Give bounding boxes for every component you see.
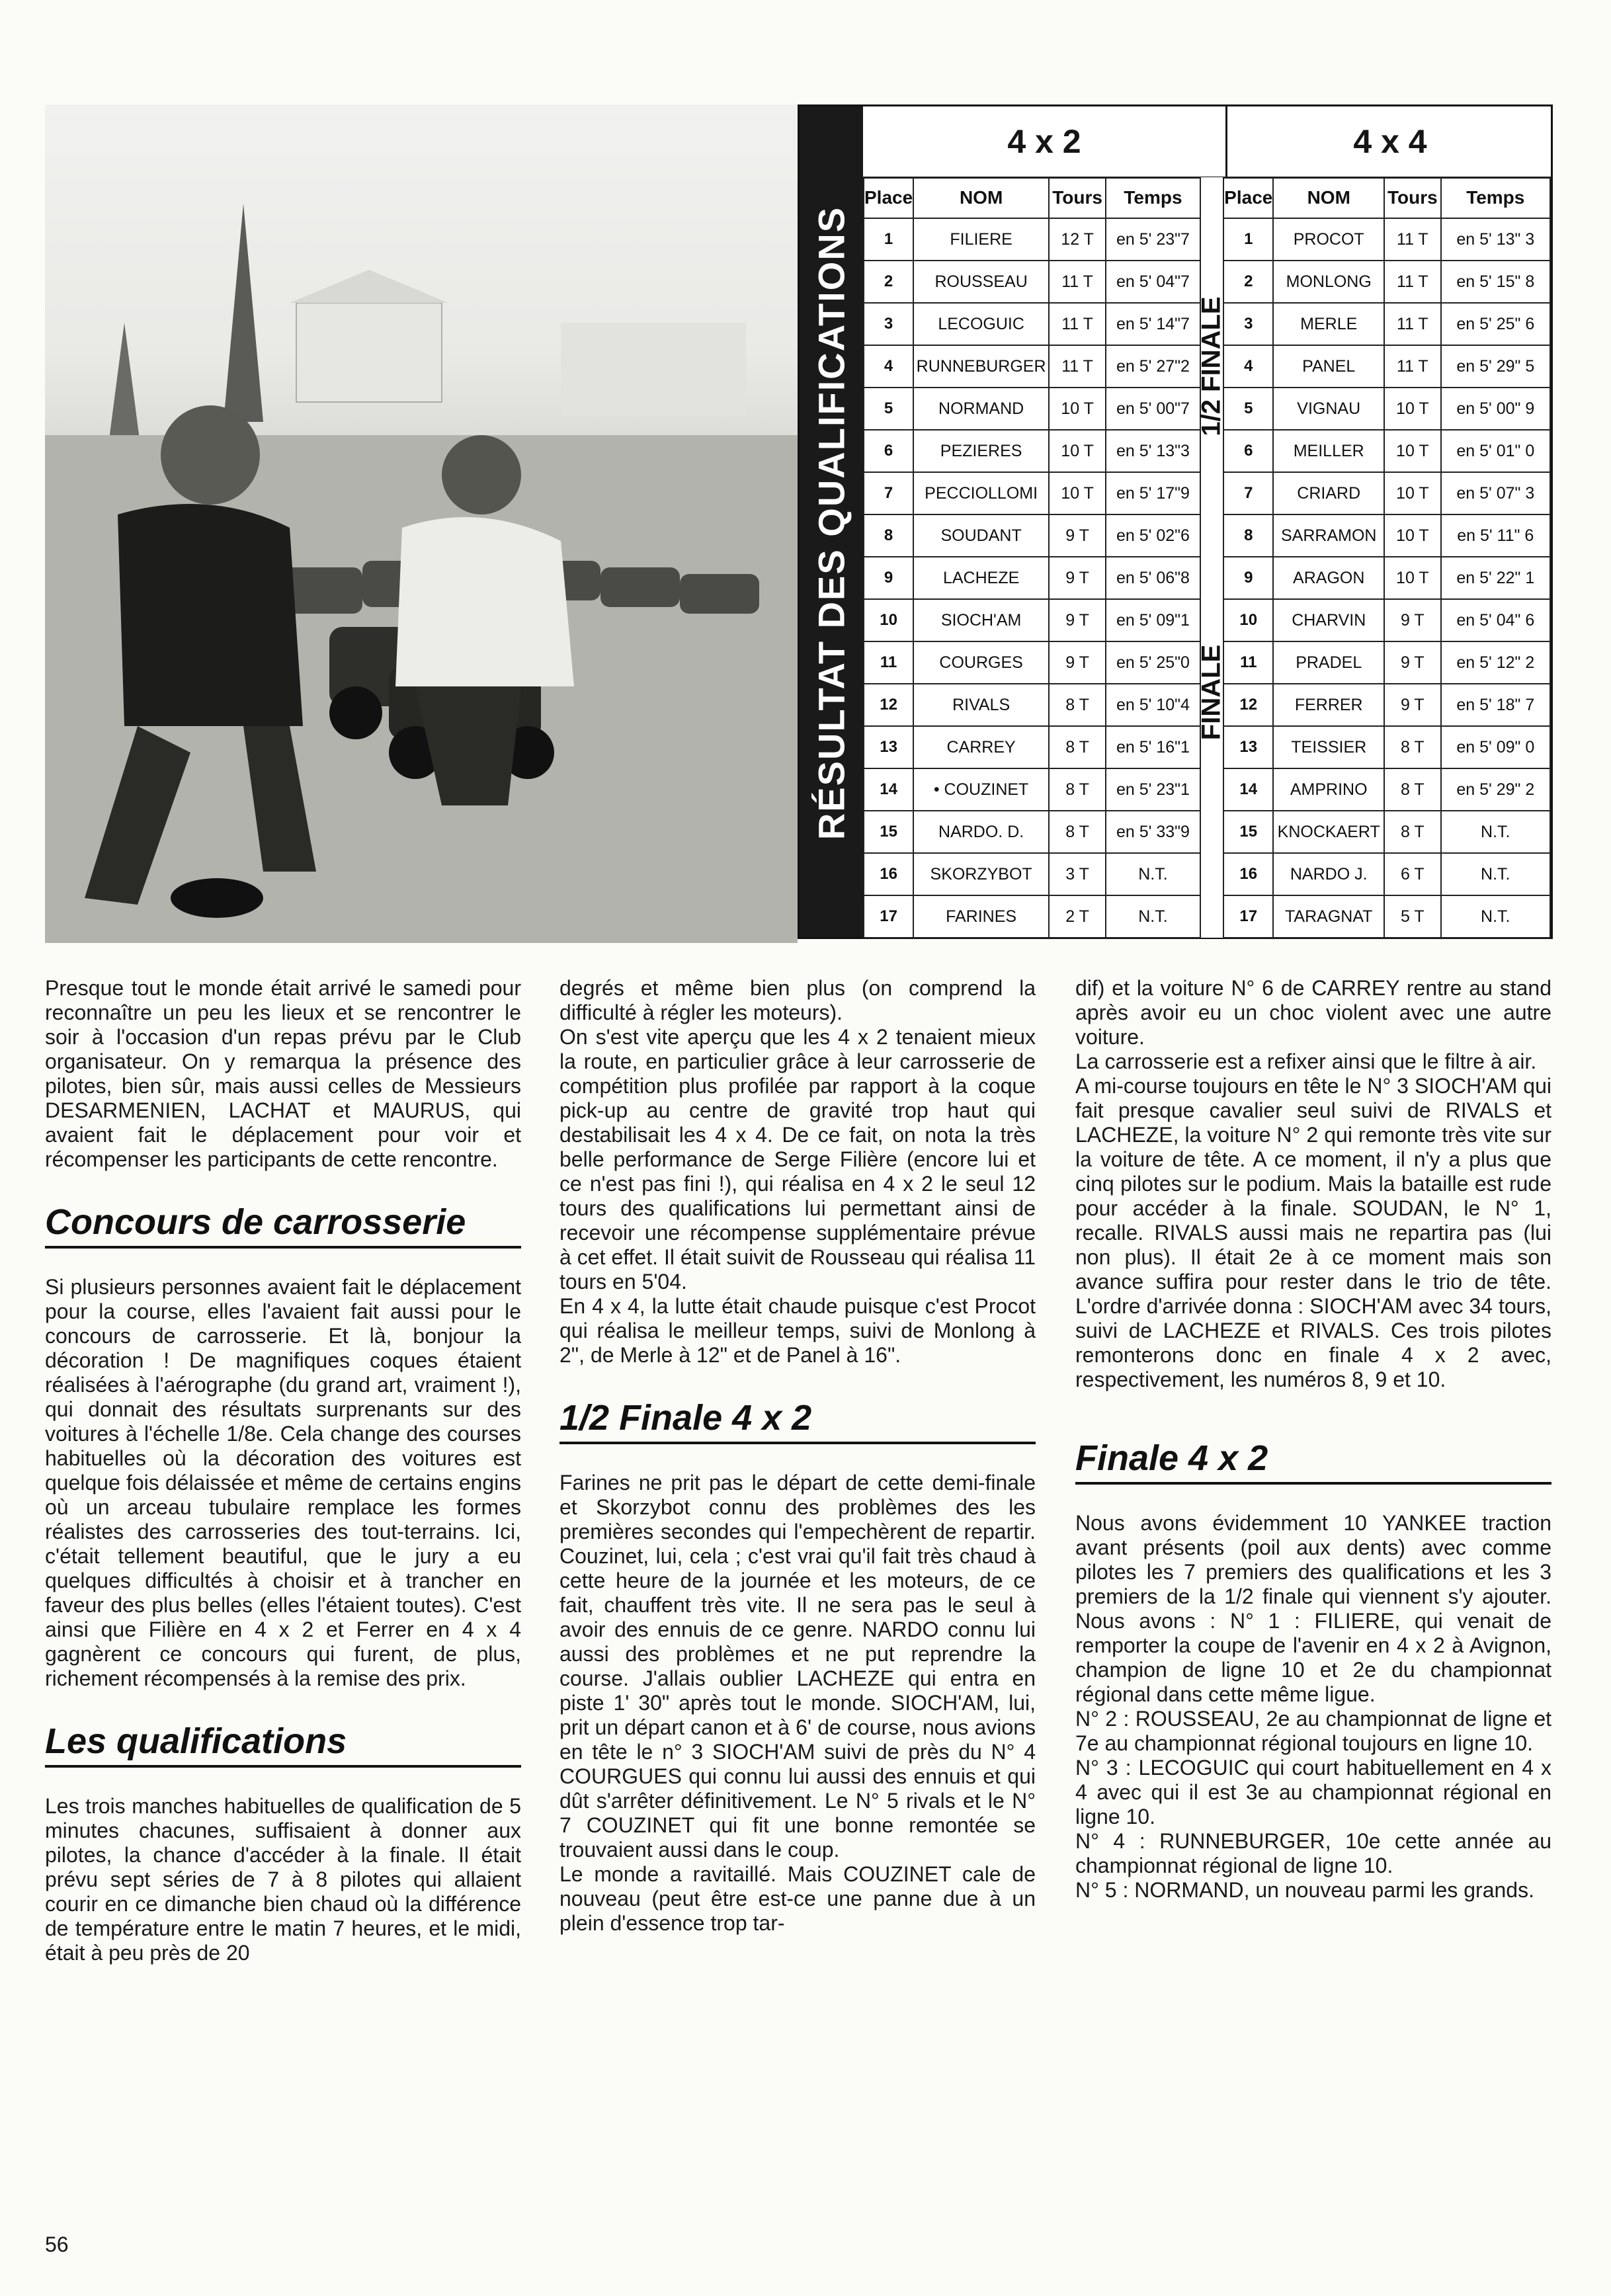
result-cell: 11 bbox=[864, 641, 913, 684]
result-cell: LACHEZE bbox=[913, 557, 1049, 599]
group-header-row bbox=[863, 106, 1553, 179]
result-cell: 12 bbox=[864, 684, 913, 726]
result-cell: TARAGNAT bbox=[1273, 895, 1384, 938]
header-cell: Tours bbox=[1049, 177, 1106, 218]
finale-paragraph: N° 2 : ROUSSEAU, 2e au championnat de ligne et 7e au championnat régional toujours en ligne 10. bbox=[1075, 1707, 1551, 1755]
result-cell: 8 T bbox=[1049, 811, 1106, 853]
heading-rule bbox=[45, 1246, 521, 1249]
result-cell: 14 bbox=[864, 768, 913, 811]
result-cell: 10 T bbox=[1384, 514, 1440, 557]
result-cell: en 5' 00" 9 bbox=[1441, 388, 1550, 430]
result-cell: 4 bbox=[1223, 345, 1273, 388]
result-cell: 17 bbox=[1223, 895, 1273, 938]
qualification-results bbox=[798, 104, 1553, 939]
result-cell: 11 T bbox=[1384, 345, 1440, 388]
result-cell: en 5' 12" 2 bbox=[1441, 641, 1550, 684]
result-cell: SARRAMON bbox=[1273, 514, 1384, 557]
concours-paragraph: Si plusieurs personnes avaient fait le déplacement pour la course, elles l'avaient fait aussi pour le concours de carrosserie. Et là, bonjour la décoration ! De magnifiques coques étaient réalisées à l'aérographe (du grand art, vraiment !), qui donnait des résultats surprenants sur des voitures à l'échelle 1/8e. Cela change des courses habituelles où la décoration des voitures est quelque fois délaissée et même de certains engins où un arceau tubulaire remplace les formes réalistes des carrosseries des tout-terrains. Ici, c'était tellement beautiful, que le jury a eu quelques difficultés à choisir et à trancher en faveur des plus belles (elles l'étaient toutes). C'est ainsi que Filière en 4 x 2 et Ferrer en 4 x 4 gagnèrent ce concours qui furent, de plus, richement récompensés à la remise des prix. bbox=[45, 1275, 521, 1690]
result-cell: 9 T bbox=[1049, 514, 1106, 557]
result-cell: RUNNEBURGER bbox=[913, 345, 1049, 388]
result-cell: 8 T bbox=[1049, 684, 1106, 726]
result-cell: 1 bbox=[1223, 218, 1273, 261]
result-cell: 11 T bbox=[1049, 303, 1106, 345]
col2-paragraph: En 4 x 4, la lutte était chaude puisque c'est Procot qui réalisa le meilleur temps, suivi de Monlong à 2", de Merle à 12" et de Panel à 16". bbox=[559, 1294, 1036, 1367]
result-cell: en 5' 11" 6 bbox=[1441, 514, 1550, 557]
heading-rule bbox=[45, 1765, 521, 1768]
header-cell: Tours bbox=[1384, 177, 1440, 218]
results-title-bar bbox=[800, 106, 863, 937]
result-cell: en 5' 04" 6 bbox=[1441, 599, 1550, 641]
col2-paragraph: degrés et même bien plus (on comprend la difficulté à régler les moteurs). bbox=[559, 976, 1036, 1024]
result-cell: KNOCKAERT bbox=[1273, 811, 1384, 853]
result-cell: CHARVIN bbox=[1273, 599, 1384, 641]
heading-finale: Finale 4 x 2 bbox=[1075, 1438, 1268, 1478]
result-cell: en 5' 07" 3 bbox=[1441, 472, 1550, 514]
result-cell: 9 bbox=[864, 557, 913, 599]
result-cell: N.T. bbox=[1441, 895, 1550, 938]
separator-cell bbox=[1196, 514, 1226, 938]
result-cell: 6 bbox=[1223, 430, 1273, 472]
result-cell: PEZIERES bbox=[913, 430, 1049, 472]
finale-paragraph: Nous avons évidemment 10 YANKEE traction avant présents (poil aux dents) avec comme pilotes les 7 premiers des qualifications et les 3 premiers de la 1/2 finale qui viennent s'y ajouter. Nous avons : N° 1 : FILIERE, qui venait de remporter la coupe de l'avenir en 4 x 2 à Avignon, champion de ligne 10 et 2e du championnat régional dans cette même ligue. bbox=[1075, 1511, 1551, 1706]
column-1 bbox=[45, 976, 521, 1965]
result-cell: NARDO J. bbox=[1273, 853, 1384, 895]
result-cell: 2 bbox=[864, 261, 913, 303]
heading-rule bbox=[1075, 1482, 1551, 1485]
result-cell: 7 bbox=[864, 472, 913, 514]
result-cell: 16 bbox=[1223, 853, 1273, 895]
result-cell: SKORZYBOT bbox=[913, 853, 1049, 895]
result-cell: 5 T bbox=[1384, 895, 1440, 938]
result-cell: en 5' 04"7 bbox=[1106, 261, 1200, 303]
result-cell: en 5' 13"3 bbox=[1106, 430, 1200, 472]
table-header-row bbox=[864, 177, 1550, 218]
result-cell: NARDO. D. bbox=[913, 811, 1049, 853]
result-cell: en 5' 29" 2 bbox=[1441, 768, 1550, 811]
result-cell: 11 T bbox=[1384, 261, 1440, 303]
col3-paragraph: dif) et la voiture N° 6 de CARREY rentre au stand après avoir eu un choc violent avec une autre voiture. bbox=[1075, 976, 1551, 1049]
qualif-paragraph: Les trois manches habituelles de qualification de 5 minutes chacunes, suffisaient à donner aux pilotes, la chance d'accéder à la finale. Il était prévu sept séries de 7 à 8 pilotes qui allaient courir en ce dimanche bien chaud où la différence de température entre le matin 7 heures, et le midi, était à peu près de 20 bbox=[45, 1794, 521, 1965]
result-cell: 17 bbox=[864, 895, 913, 938]
result-cell: FILIERE bbox=[913, 218, 1049, 261]
result-cell: en 5' 23"7 bbox=[1106, 218, 1200, 261]
result-cell: 10 T bbox=[1384, 388, 1440, 430]
result-cell: 8 T bbox=[1049, 726, 1106, 768]
result-cell: 15 bbox=[864, 811, 913, 853]
result-cell: ROUSSEAU bbox=[913, 261, 1049, 303]
heading-concours: Concours de carrosserie bbox=[45, 1202, 466, 1242]
result-cell: 6 T bbox=[1384, 853, 1440, 895]
result-cell: PROCOT bbox=[1273, 218, 1384, 261]
result-cell: • COUZINET bbox=[913, 768, 1049, 811]
header-cell: Temps bbox=[1441, 177, 1550, 218]
finale-paragraph: N° 4 : RUNNEBURGER, 10e cette année au championnat régional de ligne 10. bbox=[1075, 1829, 1551, 1877]
result-cell: 13 bbox=[864, 726, 913, 768]
result-cell: en 5' 16"1 bbox=[1106, 726, 1200, 768]
column-2 bbox=[559, 976, 1036, 1936]
demi-paragraph: Farines ne prit pas le départ de cette demi-finale et Skorzybot connu des problèmes des les premières secondes qui l'empechèrent de repartir. Couzinet, lui, cela ; c'est vrai qu'il fait très chaud à cette heure de la journée et les moteurs, de ce fait, chauffent très vite. Il ne sera pas le seul à avoir des ennuis de ce genre. NARDO connu lui aussi des problèmes et ne put reprendre la course. J'allais oublier LACHEZE qui entra en piste 1' 30" après tout le monde. SIOCH'AM, lui, prit un départ canon et à 6' de course, nous avions en tête le n° 3 SIOCH'AM suivi de près du N° 4 COURGUES qui connu lui aussi des ennuis et qui dût s'arrêter définitivement. Le N° 5 rivals et le N° 7 COUZINET qui fit une bonne remontée se trouvaient aussi dans le coup. bbox=[559, 1471, 1036, 1862]
result-cell: en 5' 25"0 bbox=[1106, 641, 1200, 684]
result-cell: en 5' 01" 0 bbox=[1441, 430, 1550, 472]
result-cell: en 5' 00"7 bbox=[1106, 388, 1200, 430]
result-cell: en 5' 10"4 bbox=[1106, 684, 1200, 726]
results-table bbox=[863, 177, 1551, 938]
result-cell: 2 bbox=[1223, 261, 1273, 303]
result-cell: 11 bbox=[1223, 641, 1273, 684]
result-cell: 8 bbox=[1223, 514, 1273, 557]
result-cell: SIOCH'AM bbox=[913, 599, 1049, 641]
result-cell: 9 T bbox=[1384, 684, 1440, 726]
finale-paragraph: N° 3 : LECOGUIC qui court habituellement en 4 x 4 avec qui il est 3e au championnat régional en ligne 10. bbox=[1075, 1756, 1551, 1828]
group-4x4: 4 x 4 bbox=[1353, 123, 1427, 160]
header-cell: NOM bbox=[1273, 177, 1384, 218]
result-cell: en 5' 22" 1 bbox=[1441, 557, 1550, 599]
results-title: RÉSULTAT DES QUALIFICATIONS bbox=[810, 206, 852, 840]
result-cell: RIVALS bbox=[913, 684, 1049, 726]
result-cell: en 5' 23"1 bbox=[1106, 768, 1200, 811]
result-cell: 10 T bbox=[1384, 430, 1440, 472]
header-cell: Place bbox=[1223, 177, 1273, 218]
result-cell: 10 bbox=[864, 599, 913, 641]
result-cell: en 5' 25" 6 bbox=[1441, 303, 1550, 345]
result-cell: en 5' 27"2 bbox=[1106, 345, 1200, 388]
result-cell: MONLONG bbox=[1273, 261, 1384, 303]
result-cell: CARREY bbox=[913, 726, 1049, 768]
col3-paragraph: La carrosserie est a refixer ainsi que le filtre à air. bbox=[1075, 1049, 1537, 1073]
result-cell: 5 bbox=[1223, 388, 1273, 430]
result-cell: en 5' 13" 3 bbox=[1441, 218, 1550, 261]
result-cell: 12 T bbox=[1049, 218, 1106, 261]
result-cell: 10 T bbox=[1384, 472, 1440, 514]
result-cell: 16 bbox=[864, 853, 913, 895]
result-cell: FARINES bbox=[913, 895, 1049, 938]
result-cell: LECOGUIC bbox=[913, 303, 1049, 345]
result-cell: ARAGON bbox=[1273, 557, 1384, 599]
result-cell: en 5' 09" 0 bbox=[1441, 726, 1550, 768]
result-cell: 11 T bbox=[1384, 218, 1440, 261]
result-cell: N.T. bbox=[1106, 853, 1200, 895]
result-cell: 10 T bbox=[1049, 430, 1106, 472]
result-cell: PECCIOLLOMI bbox=[913, 472, 1049, 514]
header-cell: NOM bbox=[913, 177, 1049, 218]
result-cell: 15 bbox=[1223, 811, 1273, 853]
result-cell: en 5' 17"9 bbox=[1106, 472, 1200, 514]
result-cell: 3 bbox=[864, 303, 913, 345]
result-cell: 9 bbox=[1223, 557, 1273, 599]
result-cell: 2 T bbox=[1049, 895, 1106, 938]
result-cell: 10 bbox=[1223, 599, 1273, 641]
separator-cell bbox=[1196, 218, 1226, 514]
separator-cell bbox=[1200, 177, 1223, 218]
result-cell: COURGES bbox=[913, 641, 1049, 684]
result-cell: MERLE bbox=[1273, 303, 1384, 345]
result-cell: 9 T bbox=[1384, 641, 1440, 684]
table-row bbox=[864, 218, 1550, 261]
result-cell: en 5' 14"7 bbox=[1106, 303, 1200, 345]
result-cell: en 5' 18" 7 bbox=[1441, 684, 1550, 726]
header-cell: Temps bbox=[1106, 177, 1200, 218]
final-label: FINALE bbox=[1196, 644, 1226, 741]
heading-demi-finale: 1/2 Finale 4 x 2 bbox=[559, 1398, 812, 1438]
column-3 bbox=[1075, 976, 1551, 1903]
result-cell: en 5' 06"8 bbox=[1106, 557, 1200, 599]
result-cell: 11 T bbox=[1049, 345, 1106, 388]
result-cell: 14 bbox=[1223, 768, 1273, 811]
result-cell: 5 bbox=[864, 388, 913, 430]
result-cell: N.T. bbox=[1441, 853, 1550, 895]
col3-paragraph: A mi-course toujours en tête le N° 3 SIOCH'AM qui fait presque cavalier seul suivi de RIVALS et LACHEZE, la voiture N° 2 qui remonte très vite sur la voiture de tête. A ce moment, il n'y a plus que cinq pilotes sur le podium. Mais la bataille est rude pour accéder à la finale. SOUDAN, le N° 1, recalle. RIVALS aussi mais ne repartira pas (lui non plus). Il était 2e à ce moment mais son avance suffira pour rester dans le trio de tête. L'ordre d'arrivée donna : SIOCH'AM avec 34 tours, suivi de LACHEZE et RIVALS. Ces trois pilotes remonterons donc en finale 4 x 2 avec, respectivement, les numéros 8, 9 et 10. bbox=[1075, 1074, 1551, 1391]
semi-final-label: 1/2 FINALE bbox=[1196, 296, 1226, 436]
result-cell: 8 T bbox=[1049, 768, 1106, 811]
result-cell: 7 bbox=[1223, 472, 1273, 514]
result-cell: NORMAND bbox=[913, 388, 1049, 430]
result-cell: 8 T bbox=[1384, 811, 1440, 853]
result-cell: SOUDANT bbox=[913, 514, 1049, 557]
result-cell: en 5' 29" 5 bbox=[1441, 345, 1550, 388]
heading-qualifications: Les qualifications bbox=[45, 1721, 347, 1761]
result-cell: en 5' 02"6 bbox=[1106, 514, 1200, 557]
col2-paragraph: Le monde a ravitaillé. Mais COUZINET cale de nouveau (peut être est-ce une panne due à un plein d'essence trop tar- bbox=[559, 1862, 1036, 1935]
result-cell: 13 bbox=[1223, 726, 1273, 768]
finale-paragraph: N° 5 : NORMAND, un nouveau parmi les grands. bbox=[1075, 1878, 1534, 1902]
heading-rule bbox=[559, 1442, 1036, 1444]
header-cell: Place bbox=[864, 177, 913, 218]
result-cell: 11 T bbox=[1384, 303, 1440, 345]
race-photo bbox=[45, 104, 798, 943]
result-cell: FERRER bbox=[1273, 684, 1384, 726]
result-cell: 10 T bbox=[1049, 472, 1106, 514]
result-cell: 8 T bbox=[1384, 768, 1440, 811]
page-number: 56 bbox=[45, 2233, 69, 2256]
result-cell: 9 T bbox=[1049, 599, 1106, 641]
result-cell: en 5' 33"9 bbox=[1106, 811, 1200, 853]
result-cell: VIGNAU bbox=[1273, 388, 1384, 430]
result-cell: 9 T bbox=[1049, 557, 1106, 599]
result-cell: 10 T bbox=[1049, 388, 1106, 430]
result-cell: 8 bbox=[864, 514, 913, 557]
group-4x2: 4 x 2 bbox=[863, 106, 1227, 177]
result-cell: 9 T bbox=[1384, 599, 1440, 641]
result-cell: 6 bbox=[864, 430, 913, 472]
intro-paragraph: Presque tout le monde était arrivé le samedi pour reconnaître un peu les lieux et se rencontrer le soir à l'occasion d'un repas prévu par le Club organisateur. On y remarqua la présence des pilotes, bien sûr, mais aussi celles de Messieurs DESARMENIEN, LACHAT et MAURUS, qui avaient fait le déplacement pour voir et récompenser les participants de cette rencontre. bbox=[45, 976, 521, 1171]
result-cell: 12 bbox=[1223, 684, 1273, 726]
result-cell: 3 T bbox=[1049, 853, 1106, 895]
result-cell: 4 bbox=[864, 345, 913, 388]
col2-paragraph: On s'est vite aperçu que les 4 x 2 tenaient mieux la route, en particulier grâce à leur carrosserie de compétition plus profilée par rapport à la coque pick-up au centre de gravité trop haut qui destabilisait les 4 x 4. De ce fait, on nota la très belle performance de Serge Filière (encore lui et ce n'est pas fini !), qui réalisa en 4 x 2 le seul 12 tours des qualifications lui permettant ainsi de recevoir une récompense supplémentaire prévue à cet effet. Il était suivit de Rousseau qui réalisa 11 tours en 5'04. bbox=[559, 1025, 1036, 1293]
result-cell: N.T. bbox=[1106, 895, 1200, 938]
result-cell: 3 bbox=[1223, 303, 1273, 345]
result-cell: 10 T bbox=[1384, 557, 1440, 599]
result-cell: PRADEL bbox=[1273, 641, 1384, 684]
result-cell: CRIARD bbox=[1273, 472, 1384, 514]
result-cell: 1 bbox=[864, 218, 913, 261]
result-cell: 9 T bbox=[1049, 641, 1106, 684]
result-cell: N.T. bbox=[1441, 811, 1550, 853]
result-cell: TEISSIER bbox=[1273, 726, 1384, 768]
result-cell: 11 T bbox=[1049, 261, 1106, 303]
result-cell: AMPRINO bbox=[1273, 768, 1384, 811]
table-row bbox=[864, 514, 1550, 557]
result-cell: PANEL bbox=[1273, 345, 1384, 388]
result-cell: en 5' 15" 8 bbox=[1441, 261, 1550, 303]
result-cell: 8 T bbox=[1384, 726, 1440, 768]
result-cell: en 5' 09"1 bbox=[1106, 599, 1200, 641]
result-cell: MEILLER bbox=[1273, 430, 1384, 472]
